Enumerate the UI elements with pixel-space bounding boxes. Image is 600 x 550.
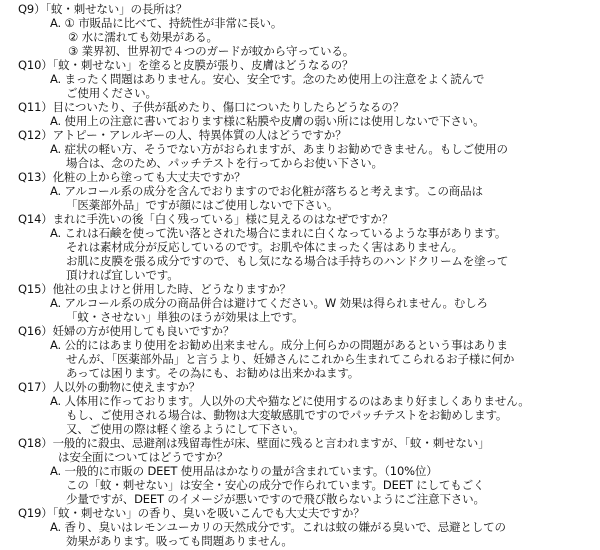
question-q9: Q9）「蚊・刺せない」の長所は？ (18, 2, 188, 16)
answer-q9-line3: ③ 業界初、世界初で４つのガードが蚊から守っている。 (68, 44, 355, 58)
answer-q15-line2: 「蚊・させない」単独のほうが効果は上です。 (66, 310, 304, 324)
answer-q18-line1: A. 一般的に市販の DEET 使用品はかなりの量が含まれています。（10%位） (50, 464, 438, 478)
answer-q16-line1: A. 公的にはあまり使用をお勧め出来ません。成分上何らかの問題があるという事はありま (50, 338, 508, 352)
answer-q15-line1: A. アルコール系の成分の商品併合は避けてください。W 効果は得られません。むしろ (50, 296, 488, 310)
question-q18-line2: は安全面についてはどうですか？ (58, 450, 229, 464)
answer-q10-line2: ご使用ください。 (66, 86, 157, 100)
question-q19: Q19）「蚊・刺せない」の香り、臭いを吸いこんでも大丈夫ですか？ (18, 506, 365, 520)
question-q12: Q12）アトピー・アレルギーの人、特異体質の人はどうですか？ (18, 128, 347, 142)
answer-q12-line2: 場合は、念のため、パッチテストを行ってからお使い下さい。 (66, 156, 383, 170)
answer-q17-line2: もし、ご使用される場合は、動物は大変敏感肌ですのでパッチテストをお勧めします。 (66, 408, 508, 422)
answer-q16-line3: あっては困ります。その為にも、お勧めは出来かねます。 (66, 366, 360, 380)
answer-q18-line3: 少量ですが、DEET のイメージが悪いですので飛び散らないようにご注意下さい。 (66, 492, 485, 506)
answer-q9-line2: ② 水に濡れても効果がある。 (68, 30, 218, 44)
answer-q10-line1: A. まったく問題はありません。安心、安全です。念のため使用上の注意をよく読んで (50, 72, 485, 86)
answer-q19-line1: A. 香り、臭いはレモンユーカリの天然成分です。これは蚊の嫌がる臭いで、忌避としての (50, 520, 506, 534)
answer-q11-line1: A. 使用上の注意に書いております様に粘膜や皮膚の弱い所には使用しないで下さい。 (50, 114, 485, 128)
answer-q12-line1: A. 症状の軽い方、そうでない方がおられますが、あまりお勧めできません。もしご使用の (50, 142, 508, 156)
question-q11: Q11）目についたり、子供が舐めたり、傷口についたりしたらどうなるの？ (18, 100, 404, 114)
answer-q13-line2: 「医薬部外品」ですが顔にはご使用しないで下さい。 (66, 198, 339, 212)
answer-q19-line2: 効果があります。吸っても問題ありません。 (66, 534, 293, 548)
question-q13: Q13）化粧の上から塗っても大丈夫ですか？ (18, 170, 246, 184)
answer-q14-line2: それは素材成分が反応しているのです。お肌や体にまったく害はありません。 (66, 240, 464, 254)
answer-q14-line3: お肌に皮膜を張る成分ですので、もし気になる場合は手持ちのハンドクリームを塗って (66, 254, 509, 268)
question-q18: Q18）一般的に殺虫、忌避剤は残留毒性が床、壁面に残ると言われますが、「蚊・刺せない」 (18, 436, 490, 450)
answer-q17-line1: A. 人体用に作っております。人以外の犬や猫などに使用するのはあまり好ましくありません。 (50, 394, 530, 408)
answer-q17-line3: 又、ご使用の際は軽く塗るようにして下さい。 (66, 422, 305, 436)
answer-q13-line1: A. アルコール系の成分を含んでおりますのでお化粧が落ちると考えます。この商品は (50, 184, 483, 198)
answer-q9-line1: A. ① 市販品に比べて、持続性が非常に長い。 (50, 16, 283, 30)
answer-q16-line2: せんが、「医薬部外品」と言うより、妊婦さんにこれから生まれてこられるお子様に何か (66, 352, 515, 366)
question-q14: Q14）まれに手洗いの後「白く残っている」様に見えるのはなぜですか？ (18, 212, 394, 226)
question-q17: Q17）人以外の動物に使えますか？ (18, 380, 201, 394)
question-q16: Q16）妊婦の方が使用しても良いですか？ (18, 324, 235, 338)
answer-q18-line2: この「蚊・刺せない」は安全・安心の成分で作られています。DEET にしてもごく (66, 478, 485, 492)
question-q15: Q15）他社の虫よけと併用した時、どうなりますか？ (18, 282, 291, 296)
question-q10: Q10）「蚊・刺せない」を塗ると皮膜が張り、皮膚はどうなるの？ (18, 58, 354, 72)
answer-q14-line1: A. これは石鹸を使って洗い落とされた場合にまれに白くなっているような事があります。 (50, 226, 507, 240)
answer-q14-line4: 頂ければ宜しいです。 (66, 268, 179, 282)
